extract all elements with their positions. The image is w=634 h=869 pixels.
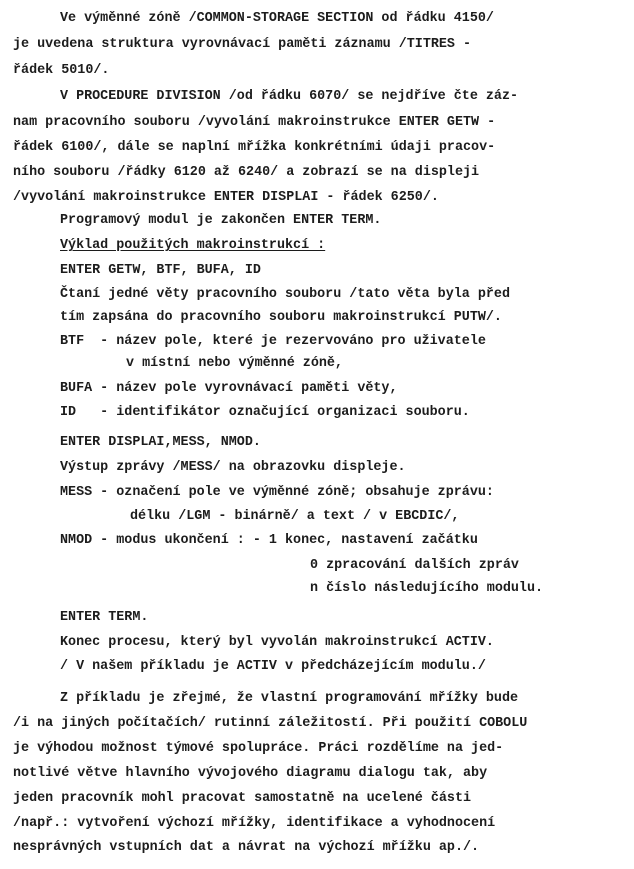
- text-line: v místní nebo výměnné zóně,: [126, 356, 343, 371]
- text-line: Konec procesu, který byl vyvolán makroinstrukcí ACTIV.: [60, 635, 494, 650]
- text-line: Ve výměnné zóně /COMMON-STORAGE SECTION od řádku 4150/: [60, 11, 494, 26]
- param-nmod: NMOD - modus ukončení : - 1 konec, nastavení začátku: [60, 533, 478, 548]
- text-line: V PROCEDURE DIVISION /od řádku 6070/ se nejdříve čte záz-: [60, 89, 519, 104]
- macro-title-term: ENTER TERM.: [60, 610, 149, 625]
- param-bufa: BUFA - název pole vyrovnávací paměti věty,: [60, 381, 398, 396]
- param-id: ID - identifikátor označující organizaci souboru.: [60, 405, 470, 420]
- text-line: je výhodou možnost týmové spolupráce. Práci rozdělíme na jed-: [13, 741, 504, 756]
- text-line: /např.: vytvoření výchozí mřížky, identifikace a vyhodnocení: [13, 816, 496, 831]
- text-line: Programový modul je zakončen ENTER TERM.: [60, 213, 382, 228]
- text-line: jeden pracovník mohl pracovat samostatně na ucelené části: [13, 791, 472, 806]
- param-btf: BTF - název pole, které je rezervováno pro uživatele: [60, 334, 486, 349]
- text-line: řádek 6100/, dále se naplní mřížka konkrétními údaji pracov-: [13, 140, 496, 155]
- section-heading: Výklad použitých makroinstrukcí :: [60, 238, 326, 253]
- text-line: nam pracovního souboru /vyvolání makroinstrukce ENTER GETW -: [13, 115, 496, 130]
- param-mess: MESS - označení pole ve výměnné zóně; obsahuje zprávu:: [60, 485, 494, 500]
- text-line: / V našem příkladu je ACTIV v předcházejícím modulu./: [60, 659, 486, 674]
- text-line: Z příkladu je zřejmé, že vlastní programování mřížky bude: [60, 691, 519, 706]
- text-line: řádek 5010/.: [13, 63, 110, 78]
- text-line: 0 zpracování dalších zpráv: [310, 558, 519, 573]
- text-line: délku /LGM - binárně/ a text / v EBCDIC/,: [130, 509, 460, 524]
- text-line: tím zapsána do pracovního souboru makroinstrukcí PUTW/.: [60, 310, 502, 325]
- text-line: /vyvolání makroinstrukce ENTER DISPLAI - řádek 6250/.: [13, 190, 439, 205]
- text-line: n číslo následujícího modulu.: [310, 581, 544, 596]
- text-line: Výstup zprávy /MESS/ na obrazovku displeje.: [60, 460, 406, 475]
- text-line: ního souboru /řádky 6120 až 6240/ a zobrazí se na displeji: [13, 165, 480, 180]
- text-line: je uvedena struktura vyrovnávací paměti záznamu /TITRES -: [13, 37, 472, 52]
- macro-title-getw: ENTER GETW, BTF, BUFA, ID: [60, 263, 261, 278]
- text-line: notlivé větve hlavního vývojového diagramu dialogu tak, aby: [13, 766, 488, 781]
- text-line: Čtaní jedné věty pracovního souboru /tato věta byla před: [60, 287, 510, 302]
- text-line: /i na jiných počítačích/ rutinní záležitostí. Při použití COBOLU: [13, 716, 528, 731]
- macro-title-displai: ENTER DISPLAI,MESS, NMOD.: [60, 435, 261, 450]
- text-line: nesprávných vstupních dat a návrat na výchozí mřížku ap./.: [13, 840, 480, 855]
